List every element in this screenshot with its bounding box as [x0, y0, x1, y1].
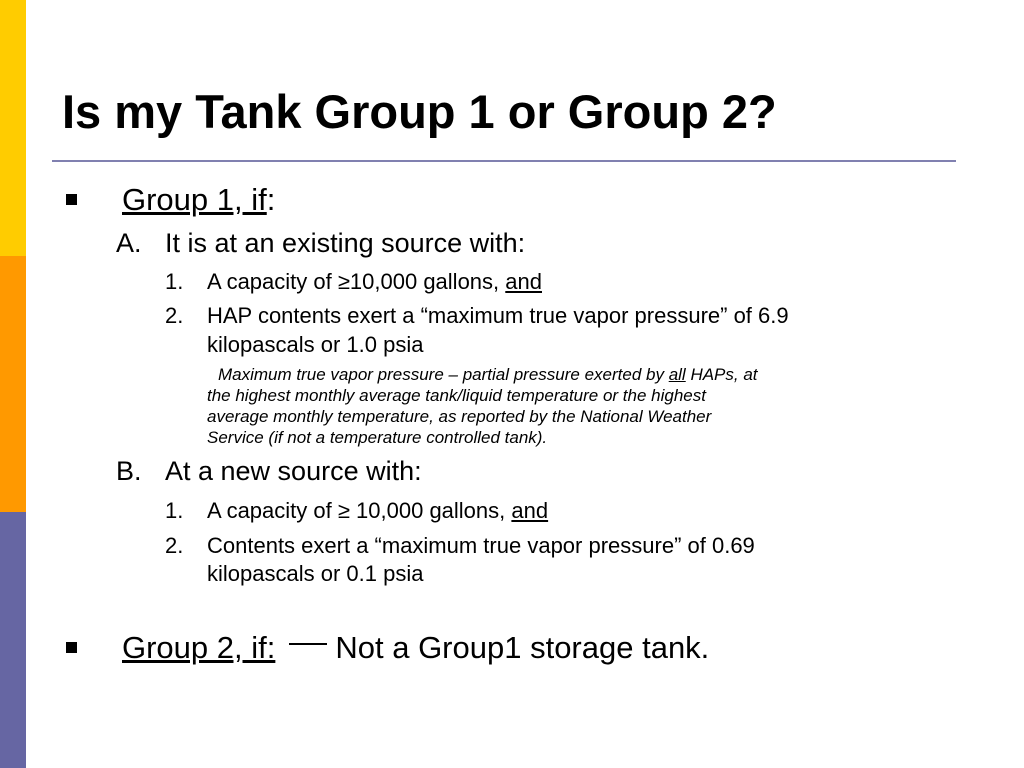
accent-bar-orange [0, 256, 26, 512]
group2-label: Group 2, if: [122, 630, 276, 665]
item-a1-capacity: A capacity of ≥10,000 gallons, [207, 269, 506, 294]
item-a2-number: 2. [165, 303, 184, 328]
definition-note-line1 [218, 364, 758, 385]
group2-text: Not a Group1 storage tank. [335, 630, 710, 665]
item-b-letter: B. [116, 456, 142, 486]
accent-bar-yellow [0, 0, 26, 256]
note-part2: HAPs, at [685, 365, 758, 384]
item-a-text: It is at an existing source with: [165, 228, 526, 258]
group2-heading [122, 630, 709, 666]
group1-colon: : [266, 182, 276, 217]
square-bullet-icon [66, 194, 77, 205]
item-a2-line1: HAP contents exert a “maximum true vapor pressure” of 6.9 [207, 303, 789, 328]
title-divider [52, 160, 956, 162]
item-b1-text [207, 498, 548, 524]
em-dash-icon [289, 643, 327, 645]
accent-bar-purple [0, 512, 26, 768]
square-bullet-icon [66, 642, 77, 653]
group1-heading [122, 182, 275, 218]
item-b-text: At a new source with: [165, 456, 422, 486]
item-b2-line2: kilopascals or 0.1 psia [207, 561, 424, 586]
item-a1-text [207, 269, 542, 295]
item-b1-capacity: A capacity of ≥ 10,000 gallons, [207, 498, 512, 523]
item-a1-and: and [505, 269, 542, 294]
item-a1-number: 1. [165, 269, 184, 294]
item-b1-number: 1. [165, 498, 184, 523]
definition-note-line3: average monthly temperature, as reported by the National Weather [207, 407, 712, 426]
definition-note-line2: the highest monthly average tank/liquid temperature or the highest [207, 386, 706, 405]
item-b1-and: and [511, 498, 549, 523]
item-b2-line1: Contents exert a “maximum true vapor pressure” of 0.69 [207, 533, 755, 558]
item-a2-line2: kilopascals or 1.0 psia [207, 332, 424, 357]
slide-title: Is my Tank Group 1 or Group 2? [62, 85, 777, 138]
group1-label: Group 1, if [122, 182, 267, 217]
item-b2-number: 2. [165, 533, 184, 558]
note-all: all [668, 365, 686, 384]
item-a-letter: A. [116, 228, 142, 258]
note-part1: Maximum true vapor pressure – partial pressure exerted by [218, 365, 669, 384]
definition-note-line4: Service (if not a temperature controlled tank). [207, 428, 548, 447]
